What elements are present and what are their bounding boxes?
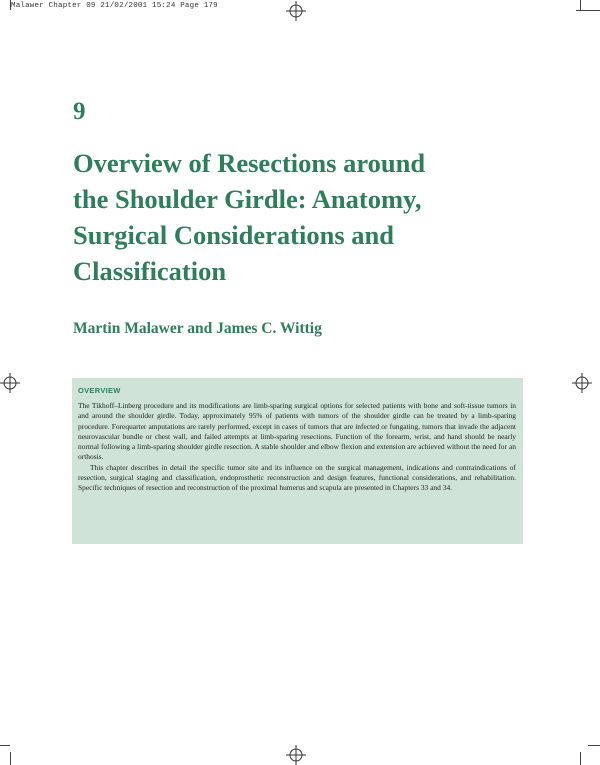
overview-box (72, 378, 523, 544)
title-line: Surgical Considerations and (73, 220, 395, 250)
authors: Martin Malawer and James C. Wittig (73, 320, 322, 337)
title-line: Overview of Resections around (73, 148, 426, 178)
registration-mark-right-icon (572, 373, 592, 393)
crop-mark-top-right-h (576, 10, 600, 11)
chapter-number: 9 (73, 98, 86, 125)
overview-paragraph: The Tikhoff–Linberg procedure and its modifications are limb-sparing surgical options for selected patients with bone and soft-tissue tumors in and around the shoulder girdle. Today, approximately 95% of patients with tumors of the shoulder girdle can be treated by a limb-sparing procedure. Forequarter amputations are rarely performed, except in cases of tumors that are infected or fungating, tumors that invade the adjacent neurovascular bundle or chest wall, and failed attempts at limb-sparing resections. Function of the forearm, wrist, and hand should be nearly normal following a limb-sparing shoulder girdle resection. A stable shoulder and elbow flexion and extension are achieved without the need for an orthosis. (78, 401, 516, 462)
chapter-title (73, 145, 543, 289)
registration-mark-left-icon (0, 373, 20, 393)
crop-mark-bottom-left-v (10, 752, 11, 765)
crop-mark-top-left-v (10, 0, 11, 10)
title-line: the Shoulder Girdle: Anatomy, (73, 184, 422, 214)
overview-paragraph: This chapter describes in detail the specific tumor site and its influence on the surgical management, indications and contraindications of resection, surgical staging and classification, endoprosthetic reconstruction and design features, functional considerations, and rehabilitation. Specific techniques of resection and reconstruction of the proximal humerus and scapula are presented in Chapters 33 and 34. (78, 462, 516, 493)
crop-mark-bottom-left-h (0, 745, 10, 746)
registration-mark-top-icon (286, 1, 306, 21)
overview-heading: OVERVIEW (78, 386, 121, 395)
title-line: Classification (73, 256, 227, 286)
print-slug: Malawer Chapter 09 21/02/2001 15:24 Page 179 (11, 2, 218, 10)
crop-mark-bottom-right-v (580, 752, 581, 765)
registration-mark-bottom-icon (286, 745, 306, 765)
crop-mark-top-right-v (580, 0, 581, 10)
crop-mark-bottom-right-h (588, 745, 600, 746)
